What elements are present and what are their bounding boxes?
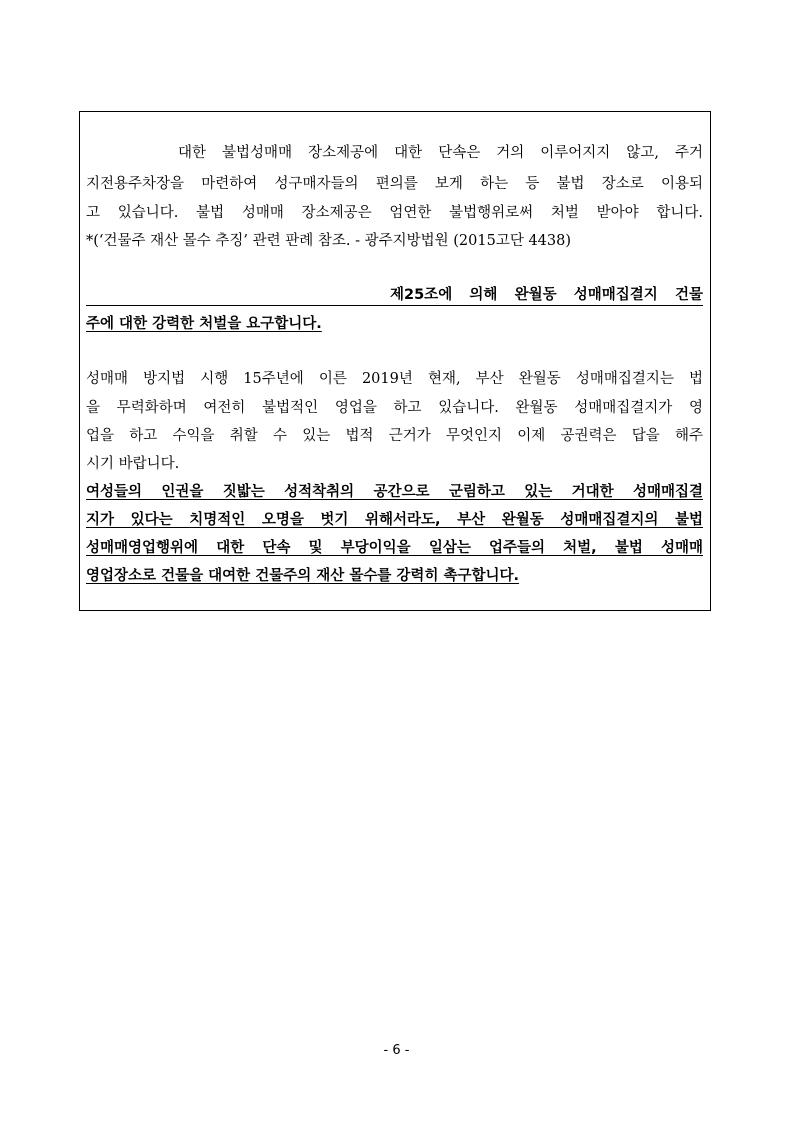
demand-line-4: 영업장소로 건물을 대여한 건물주의 재산 몰수를 강력히 촉구합니다. <box>86 568 520 584</box>
paragraph1-line-2: 지전용주차장을 마련하여 성구매자들의 편의를 보게 하는 등 불법 장소로 이용되 <box>86 176 703 192</box>
paragraph2-line-4: 시기 바랍니다. <box>86 456 180 472</box>
paragraph2-line-2: 을 무력화하며 여전히 불법적인 영업을 하고 있습니다. 완월동 성매매집결지가 영 <box>86 400 703 416</box>
heading-line-1: 제25조에 의해 완월동 성매매집결지 건물 <box>390 287 703 303</box>
paragraph2-line-3: 업을 하고 수익을 취할 수 있는 법적 근거가 무엇인지 이제 공권력은 답을 해주 <box>86 428 703 444</box>
heading-line-2: 주에 대한 강력한 처벌을 요구합니다. <box>86 316 322 332</box>
demand-line-1: 여성들의 인권을 짓밟는 성적착취의 공간으로 군림하고 있는 거대한 성매매집결 <box>86 484 703 500</box>
paragraph1-citation: *(‘건물주 재산 몰수 추징’ 관련 판례 참조. - 광주지방법원 (2015고단 4438) <box>86 233 572 249</box>
paragraph1-line-3: 고 있습니다. 불법 성매매 장소제공은 엄연한 불법행위로써 처벌 받아야 합니다. <box>86 205 703 221</box>
paragraph1-line-1: 대한 불법성매매 장소제공에 대한 단속은 거의 이루어지지 않고, 주거 <box>178 145 703 161</box>
demand-line-3: 성매매영업행위에 대한 단속 및 부당이익을 일삼는 업주들의 처벌, 불법 성매매 <box>86 540 703 556</box>
demand-line-2: 지가 있다는 치명적인 오명을 벗기 위해서라도, 부산 완월동 성매매집결지의 불법 <box>86 512 703 528</box>
paragraph2-line-1: 성매매 방지법 시행 15주년에 이른 2019년 현재, 부산 완월동 성매매집결지는 법 <box>86 371 703 387</box>
page-number: - 6 - <box>383 1043 410 1058</box>
